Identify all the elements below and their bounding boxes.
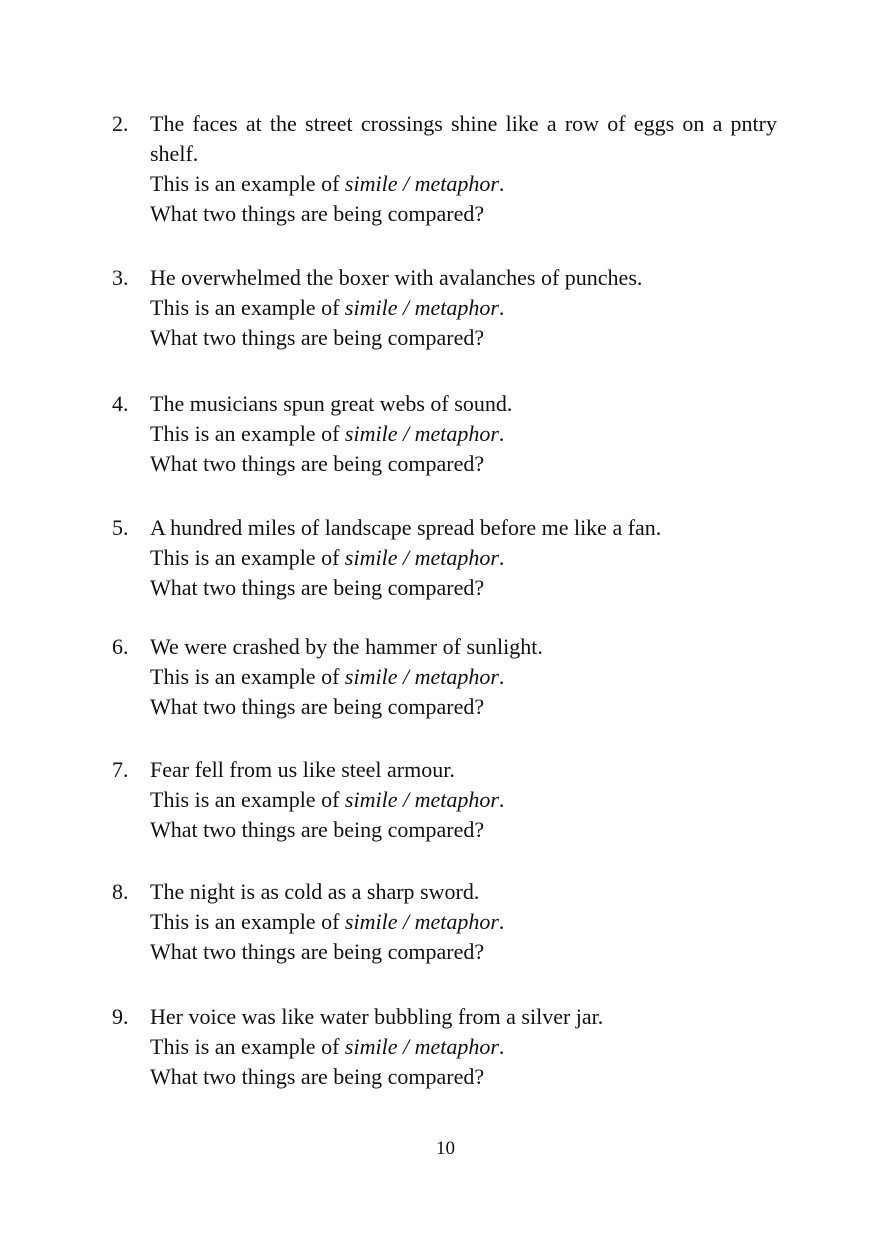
simile-metaphor-prompt: [150, 662, 777, 692]
prompt-suffix: .: [498, 787, 505, 812]
comparison-question: What two things are being compared?: [150, 325, 485, 350]
question-5: [112, 513, 777, 603]
simile-metaphor-choice: simile / metaphor: [344, 1034, 499, 1059]
simile-metaphor-choice: simile / metaphor: [344, 664, 499, 689]
prompt-prefix: This is an example of: [150, 545, 345, 570]
question-number: 2.: [112, 111, 129, 136]
comparison-question: What two things are being compared?: [150, 817, 485, 842]
simile-metaphor-prompt: [150, 169, 777, 199]
question-number: 8.: [112, 879, 129, 904]
question-sentence: We were crashed by the hammer of sunlight.: [150, 634, 543, 659]
prompt-suffix: .: [498, 1034, 505, 1059]
prompt-prefix: This is an example of: [150, 295, 345, 320]
question-number: 5.: [112, 515, 129, 540]
simile-metaphor-prompt: [150, 1032, 777, 1062]
prompt-suffix: .: [498, 421, 505, 446]
simile-metaphor-prompt: [150, 907, 777, 937]
question-4: [112, 389, 777, 479]
simile-metaphor-prompt: [150, 785, 777, 815]
simile-metaphor-choice: simile / metaphor: [344, 421, 499, 446]
question-number: 3.: [112, 265, 129, 290]
simile-metaphor-choice: simile / metaphor: [344, 295, 499, 320]
question-sentence: He overwhelmed the boxer with avalanches of punches.: [150, 265, 643, 290]
simile-metaphor-choice: simile / metaphor: [344, 545, 499, 570]
page-number: 10: [436, 1138, 455, 1159]
prompt-prefix: This is an example of: [150, 171, 345, 196]
prompt-suffix: .: [498, 295, 505, 320]
prompt-prefix: This is an example of: [150, 1034, 345, 1059]
comparison-question: What two things are being compared?: [150, 451, 485, 476]
prompt-suffix: .: [498, 664, 505, 689]
question-sentence: A hundred miles of landscape spread before me like a fan.: [150, 515, 662, 540]
question-6: [112, 632, 777, 722]
simile-metaphor-choice: simile / metaphor: [344, 787, 499, 812]
question-3: [112, 263, 777, 353]
question-number: 7.: [112, 757, 129, 782]
prompt-suffix: .: [498, 545, 505, 570]
prompt-prefix: This is an example of: [150, 787, 345, 812]
prompt-suffix: .: [498, 909, 505, 934]
comparison-question: What two things are being compared?: [150, 939, 485, 964]
question-sentence: The musicians spun great webs of sound.: [150, 391, 513, 416]
comparison-question: What two things are being compared?: [150, 575, 485, 600]
question-sentence: Fear fell from us like steel armour.: [150, 757, 455, 782]
prompt-prefix: This is an example of: [150, 909, 345, 934]
comparison-question: What two things are being compared?: [150, 694, 485, 719]
question-sentence: Her voice was like water bubbling from a silver jar.: [150, 1004, 604, 1029]
simile-metaphor-prompt: [150, 419, 777, 449]
simile-metaphor-prompt: [150, 543, 777, 573]
question-7: [112, 755, 777, 845]
comparison-question: What two things are being compared?: [150, 201, 485, 226]
simile-metaphor-prompt: [150, 293, 777, 323]
question-9: [112, 1002, 777, 1092]
question-sentence: The faces at the street crossings shine like a row of eggs on a pntry shelf.: [150, 111, 777, 166]
prompt-prefix: This is an example of: [150, 421, 345, 446]
prompt-prefix: This is an example of: [150, 664, 345, 689]
question-number: 6.: [112, 634, 129, 659]
question-2: [112, 109, 777, 229]
question-8: [112, 877, 777, 967]
prompt-suffix: .: [498, 171, 505, 196]
question-sentence: The night is as cold as a sharp sword.: [150, 879, 480, 904]
question-number: 9.: [112, 1004, 129, 1029]
comparison-question: What two things are being compared?: [150, 1064, 485, 1089]
question-number: 4.: [112, 391, 129, 416]
simile-metaphor-choice: simile / metaphor: [344, 909, 499, 934]
simile-metaphor-choice: simile / metaphor: [344, 171, 499, 196]
